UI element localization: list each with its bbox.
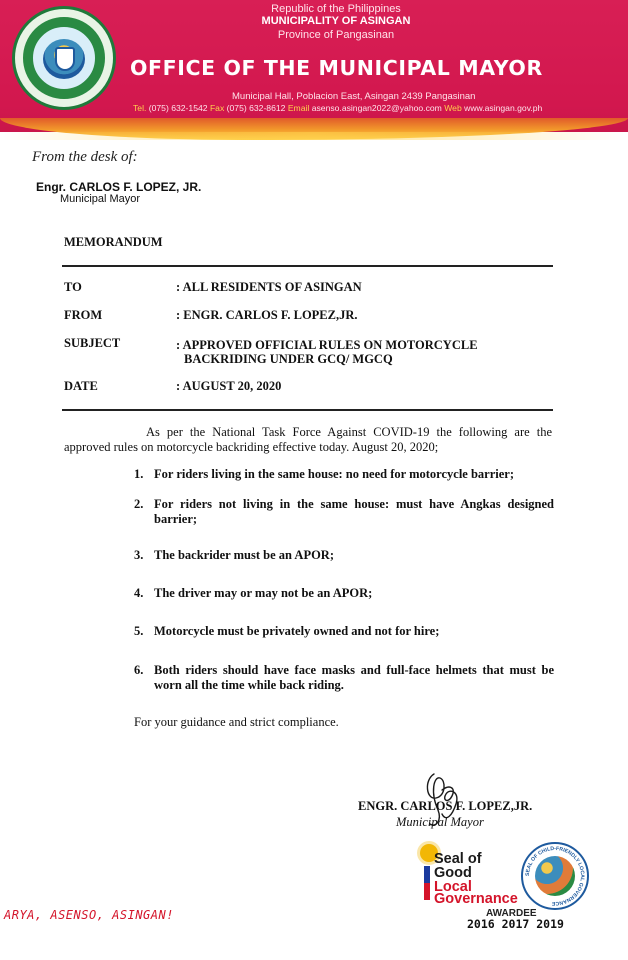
subject-label: SUBJECT [64, 336, 121, 350]
sgl-line: Seal of [434, 851, 482, 867]
signatory-name: ENGR. CARLOS F. LOPEZ,JR. [358, 799, 533, 813]
list-item [134, 663, 554, 693]
rule-text: Both riders should have face masks and full-face helmets that must be worn all the time while back riding. [154, 663, 554, 692]
letterhead-sheen [0, 132, 628, 140]
office-address: Municipal Hall, Poblacion East, Asingan 2439 Pangasinan [232, 91, 476, 102]
sender-title: Municipal Mayor [60, 193, 141, 205]
child-friendly-governance-badge [521, 842, 589, 910]
from-value: : ENGR. CARLOS F. LOPEZ,JR. [176, 308, 358, 322]
email-label: Email [287, 103, 310, 113]
from-label: FROM [64, 308, 103, 322]
date-label: DATE [64, 379, 98, 393]
sgl-line: Local [434, 879, 472, 895]
sgl-line: Governance [434, 891, 518, 907]
sgl-line: Good [434, 865, 472, 881]
rule-text: The backrider must be an APOR; [154, 548, 334, 562]
list-item [134, 467, 554, 482]
rule-number: 3. [134, 548, 144, 562]
signatory-title: Municipal Mayor [396, 815, 484, 829]
list-item [134, 624, 554, 639]
rule-text: The driver may or may not be an APOR; [154, 586, 373, 600]
municipality-label: MUNICIPALITY OF ASINGAN [261, 15, 411, 27]
to-value: : ALL RESIDENTS OF ASINGAN [176, 280, 362, 294]
tel-label: Tel. [133, 103, 147, 113]
seal-of-good-local-governance-logo [420, 844, 520, 908]
rule-number: 4. [134, 586, 144, 600]
province-label: Province of Pangasinan [277, 29, 395, 41]
awardee-label: AWARDEE [486, 908, 537, 919]
web-value: www.asingan.gov.ph [464, 103, 543, 113]
rule-text: Motorcycle must be privately owned and not for hire; [154, 624, 440, 638]
list-item [134, 548, 554, 563]
tel-value: (075) 632-1542 [148, 103, 208, 113]
rule-text: For riders not living in the same house: must have Angkas designed barrier; [154, 497, 554, 526]
closing-line: For your guidance and strict compliance. [134, 715, 339, 729]
fax-value: (075) 632-8612 [226, 103, 286, 113]
date-value: : AUGUST 20, 2020 [176, 379, 282, 393]
subject-value-line2: BACKRIDING UNDER GCQ/ MGCQ [184, 352, 393, 366]
from-desk-label: From the desk of: [32, 149, 138, 165]
memo-heading: MEMORANDUM [64, 235, 163, 249]
web-label: Web [444, 103, 462, 113]
fax-label: Fax [209, 103, 225, 113]
rule-number: 1. [134, 467, 144, 481]
subject-value: : APPROVED OFFICIAL RULES ON MOTORCYCLE [176, 338, 478, 352]
office-title: OFFICE OF THE MUNICIPAL MAYOR [130, 56, 543, 80]
badge-ring-label: SEAL OF CHILD-FRIENDLY LOCAL GOVERNANCE [524, 845, 586, 907]
republic-label: Republic of the Philippines [271, 3, 401, 15]
divider-bottom [62, 409, 553, 411]
to-label: TO [64, 280, 82, 294]
list-item [134, 586, 554, 601]
award-years: 2016 2017 2019 [467, 917, 564, 931]
rule-number: 5. [134, 624, 144, 638]
sender-name: Engr. CARLOS F. LOPEZ, JR. [36, 180, 202, 194]
flag-icon [424, 866, 430, 900]
rule-number: 2. [134, 497, 144, 511]
office-contact [133, 103, 542, 113]
rule-text: For riders living in the same house: no need for motorcycle barrier; [154, 467, 515, 481]
intro-paragraph: As per the National Task Force Against COVID-19 the following are the approved rules on motorcycle backriding effective today. August 20, 2020; [64, 425, 552, 454]
list-item [134, 497, 554, 527]
badge-emblem [535, 856, 575, 896]
rule-number: 6. [134, 663, 144, 677]
motto: ARYA, ASENSO, ASINGAN! [4, 908, 174, 922]
divider-top [62, 265, 553, 267]
email-value: asenso.asingan2022@yahoo.com [311, 103, 442, 113]
